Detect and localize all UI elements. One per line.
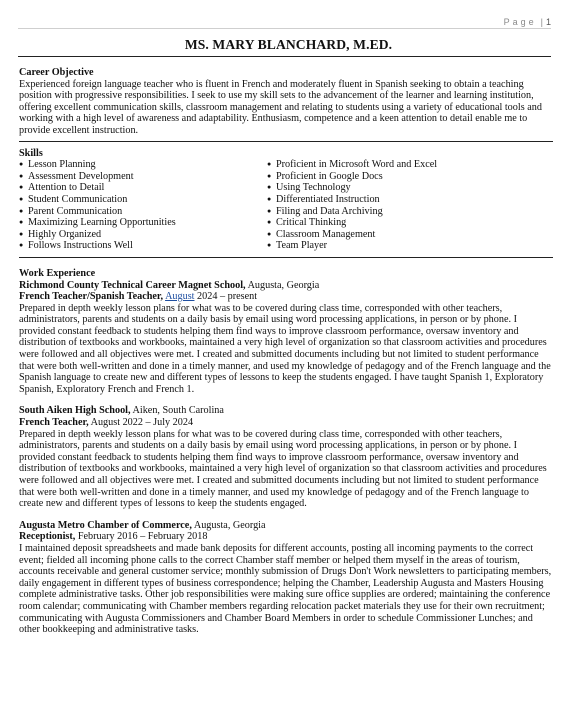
skill-item (267, 159, 553, 171)
resume-body (19, 67, 553, 636)
skills-column-left (19, 159, 267, 252)
skill-item (19, 159, 267, 171)
skill-item (267, 217, 553, 229)
job-title-line (19, 531, 553, 543)
job-description: Prepared in depth weekly lesson plans for what was to be covered during class time, corresponded with other teachers, administrators, parents and students on a daily basis by email using word processing applications, in person or by phone. I provided constant feedback to students helping them find ways to improve classroom performance, oversaw inventory and distribution of textbooks and workbooks, maintained a very high level of organization so that classroom activities and procedures were followed and all objectives were met. I created and submitted documents including but not limited to student performance that were both well-written and done in a timely manner, and used my knowledge of pedagogy and of the French language and the Spanish language to create new and different types of lessons to keep the students engaged. I have taught Spanish 1, Exploratory Spanish, Exploratory French and French 1. (19, 302, 551, 395)
job-location: Aiken, South Carolina (130, 405, 224, 417)
skill-label: Highly Organized (28, 228, 102, 240)
skill-label: Assessment Development (28, 170, 134, 182)
skill-item (19, 171, 267, 183)
bullet-icon: ● (19, 206, 24, 215)
job-entry (19, 405, 553, 509)
skill-label: Team Player (276, 240, 328, 252)
section-divider (19, 141, 553, 142)
skills-column-right (267, 159, 553, 252)
skill-label: Using Technology (276, 182, 351, 194)
skill-label: Proficient in Microsoft Word and Excel (276, 159, 438, 171)
job-title-line (19, 417, 553, 429)
job-description: Prepared in depth weekly lesson plans for what was to be covered during class time, corresponded with other teachers, administrators, parents and students on a daily basis by email using word processing applications, in person or by phone. I provided constant feedback to students helping them find ways to improve classroom performance, oversaw inventory and distribution of textbooks and workbooks, maintained a very high level of organization so that classroom activities and procedures were followed and all objectives were met. I created and submitted documents including but not limited to student performance that were both well-written and done in a timely manner, and used my knowledge of pedagogy and of the French language to create new and different types of lessons to keep the students engaged. (19, 428, 547, 510)
skill-item (19, 217, 267, 229)
page-number (504, 17, 551, 29)
job-employer-line (19, 405, 553, 417)
job-entry (19, 520, 553, 636)
skill-item (19, 229, 267, 241)
name-divider (18, 56, 551, 57)
skill-label: Parent Communication (28, 205, 123, 217)
bullet-icon: ● (267, 206, 272, 215)
spacer (19, 510, 553, 520)
bullet-icon: ● (267, 241, 272, 250)
skill-item (19, 240, 267, 252)
objective-section (19, 67, 553, 137)
bullet-icon: ● (19, 160, 24, 169)
skill-item (19, 182, 267, 194)
bullet-icon: ● (267, 194, 272, 203)
skill-label: Lesson Planning (28, 159, 96, 171)
skill-item (267, 194, 553, 206)
job-dates: 2024 – present (194, 291, 258, 303)
skill-label: Maximizing Learning Opportunities (28, 217, 176, 229)
skill-item (267, 229, 553, 241)
skill-item (267, 240, 553, 252)
job-description: I maintained deposit spreadsheets and made bank deposits for different accounts, posting all incoming payments to the correct event; fielded all incoming phone calls to the correct Chamber staff member or helped them myself in the areas of tourism, accounts receivable and general customer service; monthly submission of Drugs Don't Work newsletters to participating members, daily engagement in different types of business correspondence; helping the Chamber, Leadership Augusta and Masters Housing complete administrative tasks. Other job responsibilities were making sure office supplies are ordered; maintaining the conference room calendar; communicating with Chamber members regarding relocation packet materials they use for their own recruitment; communicating with Augusta Commissioners and Chamber Board Members in order to schedule Commissioner Lunches; and other bookkeeping and administrative tasks. (19, 542, 552, 636)
spacer (19, 395, 553, 405)
job-employer: South Aiken High School, (19, 405, 131, 417)
page-word: Page (503, 17, 537, 27)
skill-item (267, 206, 553, 218)
bullet-icon: ● (19, 229, 24, 238)
objective-text: Experienced foreign language teacher who is fluent in French and moderately fluent in Spanish seeking to obtain a teaching position with progressive responsibilities. I seek to use my skill sets to the advancement of the learner and learning institution, offering excellent communication skills, classroom management and relating to students using a variety of educational tools and working with a high level of awareness and adaptability. Enthusiasm, competence and a keen attention to detail enable me to provide excellent instruction. (19, 78, 542, 136)
job-employer-line (19, 520, 553, 532)
job-entry (19, 280, 553, 396)
skill-label: Proficient in Google Docs (276, 170, 383, 182)
page-number-value: 1 (545, 17, 551, 27)
skill-label: Attention to Detail (28, 182, 105, 194)
job-location: Augusta, Georgia (245, 279, 320, 291)
skill-label: Critical Thinking (276, 217, 347, 229)
skill-item (267, 182, 553, 194)
bullet-icon: ● (19, 171, 24, 180)
job-date-link[interactable]: August (165, 291, 195, 303)
job-title: Receptionist, (19, 531, 76, 543)
skill-label: Classroom Management (276, 228, 376, 240)
skills-heading: Skills (19, 147, 43, 159)
experience-heading: Work Experience (19, 267, 96, 279)
skill-label: Follows Instructions Well (28, 240, 133, 252)
bullet-icon: ● (19, 218, 24, 227)
section-divider (19, 257, 553, 258)
bullet-icon: ● (19, 183, 24, 192)
page-separator: | (540, 17, 543, 27)
experience-section (19, 268, 553, 636)
bullet-icon: ● (267, 229, 272, 238)
bullet-icon: ● (267, 218, 272, 227)
job-dates: August 2022 – July 2024 (88, 417, 194, 429)
job-title: French Teacher/Spanish Teacher, (19, 291, 164, 303)
header-divider (18, 28, 551, 29)
job-dates: February 2016 – February 2018 (75, 531, 208, 543)
job-employer-line (19, 280, 553, 292)
objective-heading: Career Objective (19, 67, 94, 78)
bullet-icon: ● (19, 241, 24, 250)
skill-item (19, 194, 267, 206)
job-location: Augusta, Georgia (191, 519, 266, 531)
skill-item (19, 206, 267, 218)
resume-name: MS. MARY BLANCHARD, M.ED. (184, 37, 393, 52)
bullet-icon: ● (267, 171, 272, 180)
job-employer: Augusta Metro Chamber of Commerce, (19, 519, 192, 531)
job-title: French Teacher, (19, 417, 89, 429)
bullet-icon: ● (19, 194, 24, 203)
skills-section (19, 148, 553, 252)
job-title-line (19, 291, 553, 303)
job-employer: Richmond County Technical Career Magnet School, (19, 279, 246, 291)
skill-label: Differentiated Instruction (276, 193, 380, 205)
skill-item (267, 171, 553, 183)
bullet-icon: ● (267, 183, 272, 192)
skills-list (19, 159, 553, 252)
bullet-icon: ● (267, 160, 272, 169)
skill-label: Student Communication (28, 193, 128, 205)
skill-label: Filing and Data Archiving (276, 205, 383, 217)
